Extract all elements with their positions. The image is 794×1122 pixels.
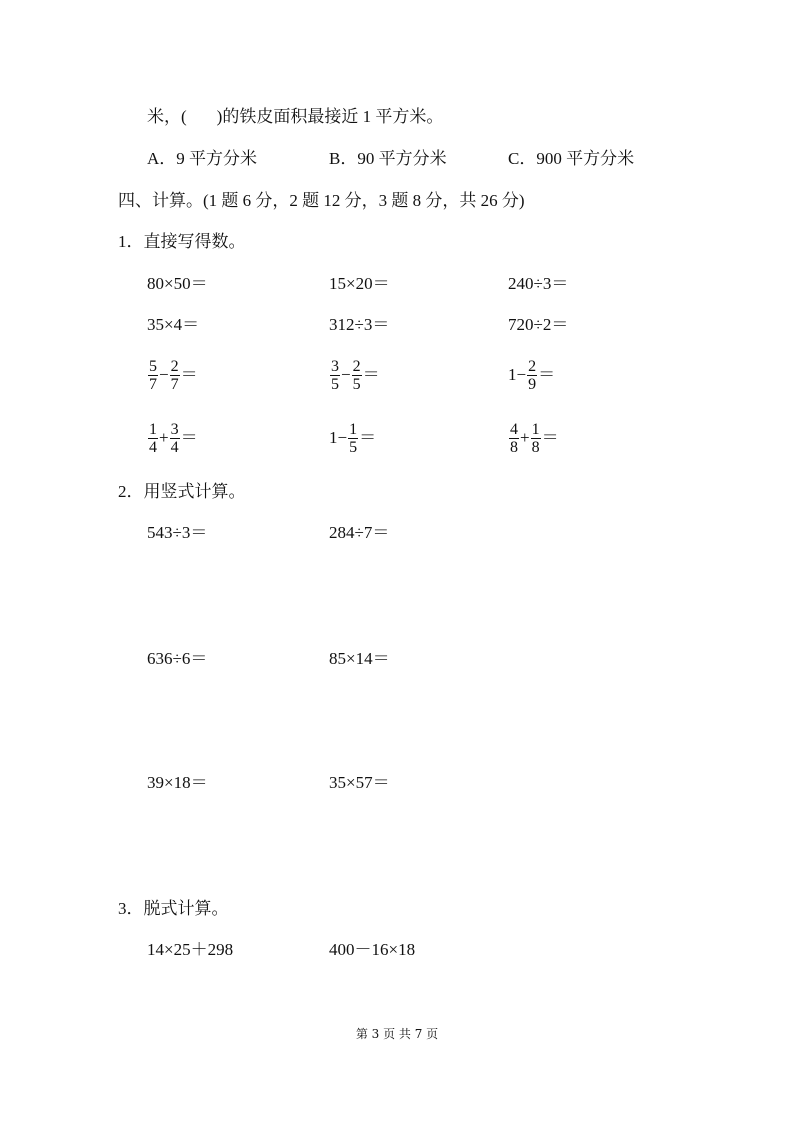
q1-item: 720÷2＝ [508,315,569,334]
operator: + [520,428,530,447]
fraction [170,358,180,393]
fraction [531,421,541,456]
q1-item: 312÷3＝ [329,315,390,334]
q3-item: 14×25＋298 [147,940,234,959]
equals-sign: ＝ [180,428,198,447]
fraction-expression [147,416,198,460]
denominator: 8 [531,438,540,456]
fraction-expression [147,353,198,397]
numerator: 1 [531,420,540,438]
q3-item: 400－16×18 [329,940,416,959]
numerator: 1 [149,420,157,438]
q1-item: 15×20＝ [329,274,390,293]
fraction [148,358,158,393]
q2-item: 35×57＝ [329,773,390,792]
operator: + [159,428,169,447]
question-text [147,107,443,127]
q2-item: 543÷3＝ [147,523,208,542]
equals-sign: ＝ [359,428,377,447]
fraction-expression [329,416,376,460]
question-text-part2: )的铁皮面积最接近 1 平方米。 [216,107,444,126]
fraction [170,421,180,456]
numerator: 4 [510,420,518,438]
denominator: 7 [170,375,179,393]
option-c: C．900 平方分米 [508,149,635,168]
numerator: 2 [352,357,361,375]
q1-item: 35×4＝ [147,315,200,334]
numerator: 5 [149,357,157,375]
q1-item: 80×50＝ [147,274,208,293]
denominator: 5 [331,375,339,393]
page-number: 第 3 页 共 7 页 [355,1027,439,1041]
numerator: 3 [170,420,179,438]
fraction [527,358,537,393]
q2-item: 85×14＝ [329,649,390,668]
equals-sign: ＝ [538,365,556,384]
q2-item: 284÷7＝ [329,523,390,542]
operator: − [341,365,351,384]
denominator: 5 [352,375,361,393]
denominator: 5 [349,438,358,456]
fraction [348,421,358,456]
denominator: 4 [170,438,179,456]
numerator: 2 [528,357,537,375]
numerator: 3 [331,357,339,375]
fraction [352,358,362,393]
option-a: A．9 平方分米 [147,149,258,168]
fraction [330,358,340,393]
q2-title: 2．用竖式计算。 [118,482,246,501]
denominator: 8 [510,438,518,456]
q3-title: 3．脱式计算。 [118,899,229,918]
option-b: B．90 平方分米 [329,149,447,168]
fraction-expression [329,353,380,397]
q1-item: 240÷3＝ [508,274,569,293]
q1-title: 1．直接写得数。 [118,232,246,251]
equals-sign: ＝ [362,365,380,384]
denominator: 4 [149,438,157,456]
prefix: 1− [508,365,527,384]
operator: − [159,365,169,384]
question-text-part1: 米，( [147,107,187,126]
fraction-expression [508,416,559,460]
section-title: 四、计算。(1 题 6 分，2 题 12 分，3 题 8 分，共 26 分) [118,191,525,210]
denominator: 9 [528,375,537,393]
fraction-expression [508,353,555,397]
fraction [509,421,519,456]
fraction [148,421,158,456]
numerator: 1 [349,420,358,438]
denominator: 7 [149,375,157,393]
prefix: 1− [329,428,348,447]
numerator: 2 [170,357,179,375]
equals-sign: ＝ [541,428,559,447]
equals-sign: ＝ [180,365,198,384]
q2-item: 636÷6＝ [147,649,208,668]
q2-item: 39×18＝ [147,773,208,792]
